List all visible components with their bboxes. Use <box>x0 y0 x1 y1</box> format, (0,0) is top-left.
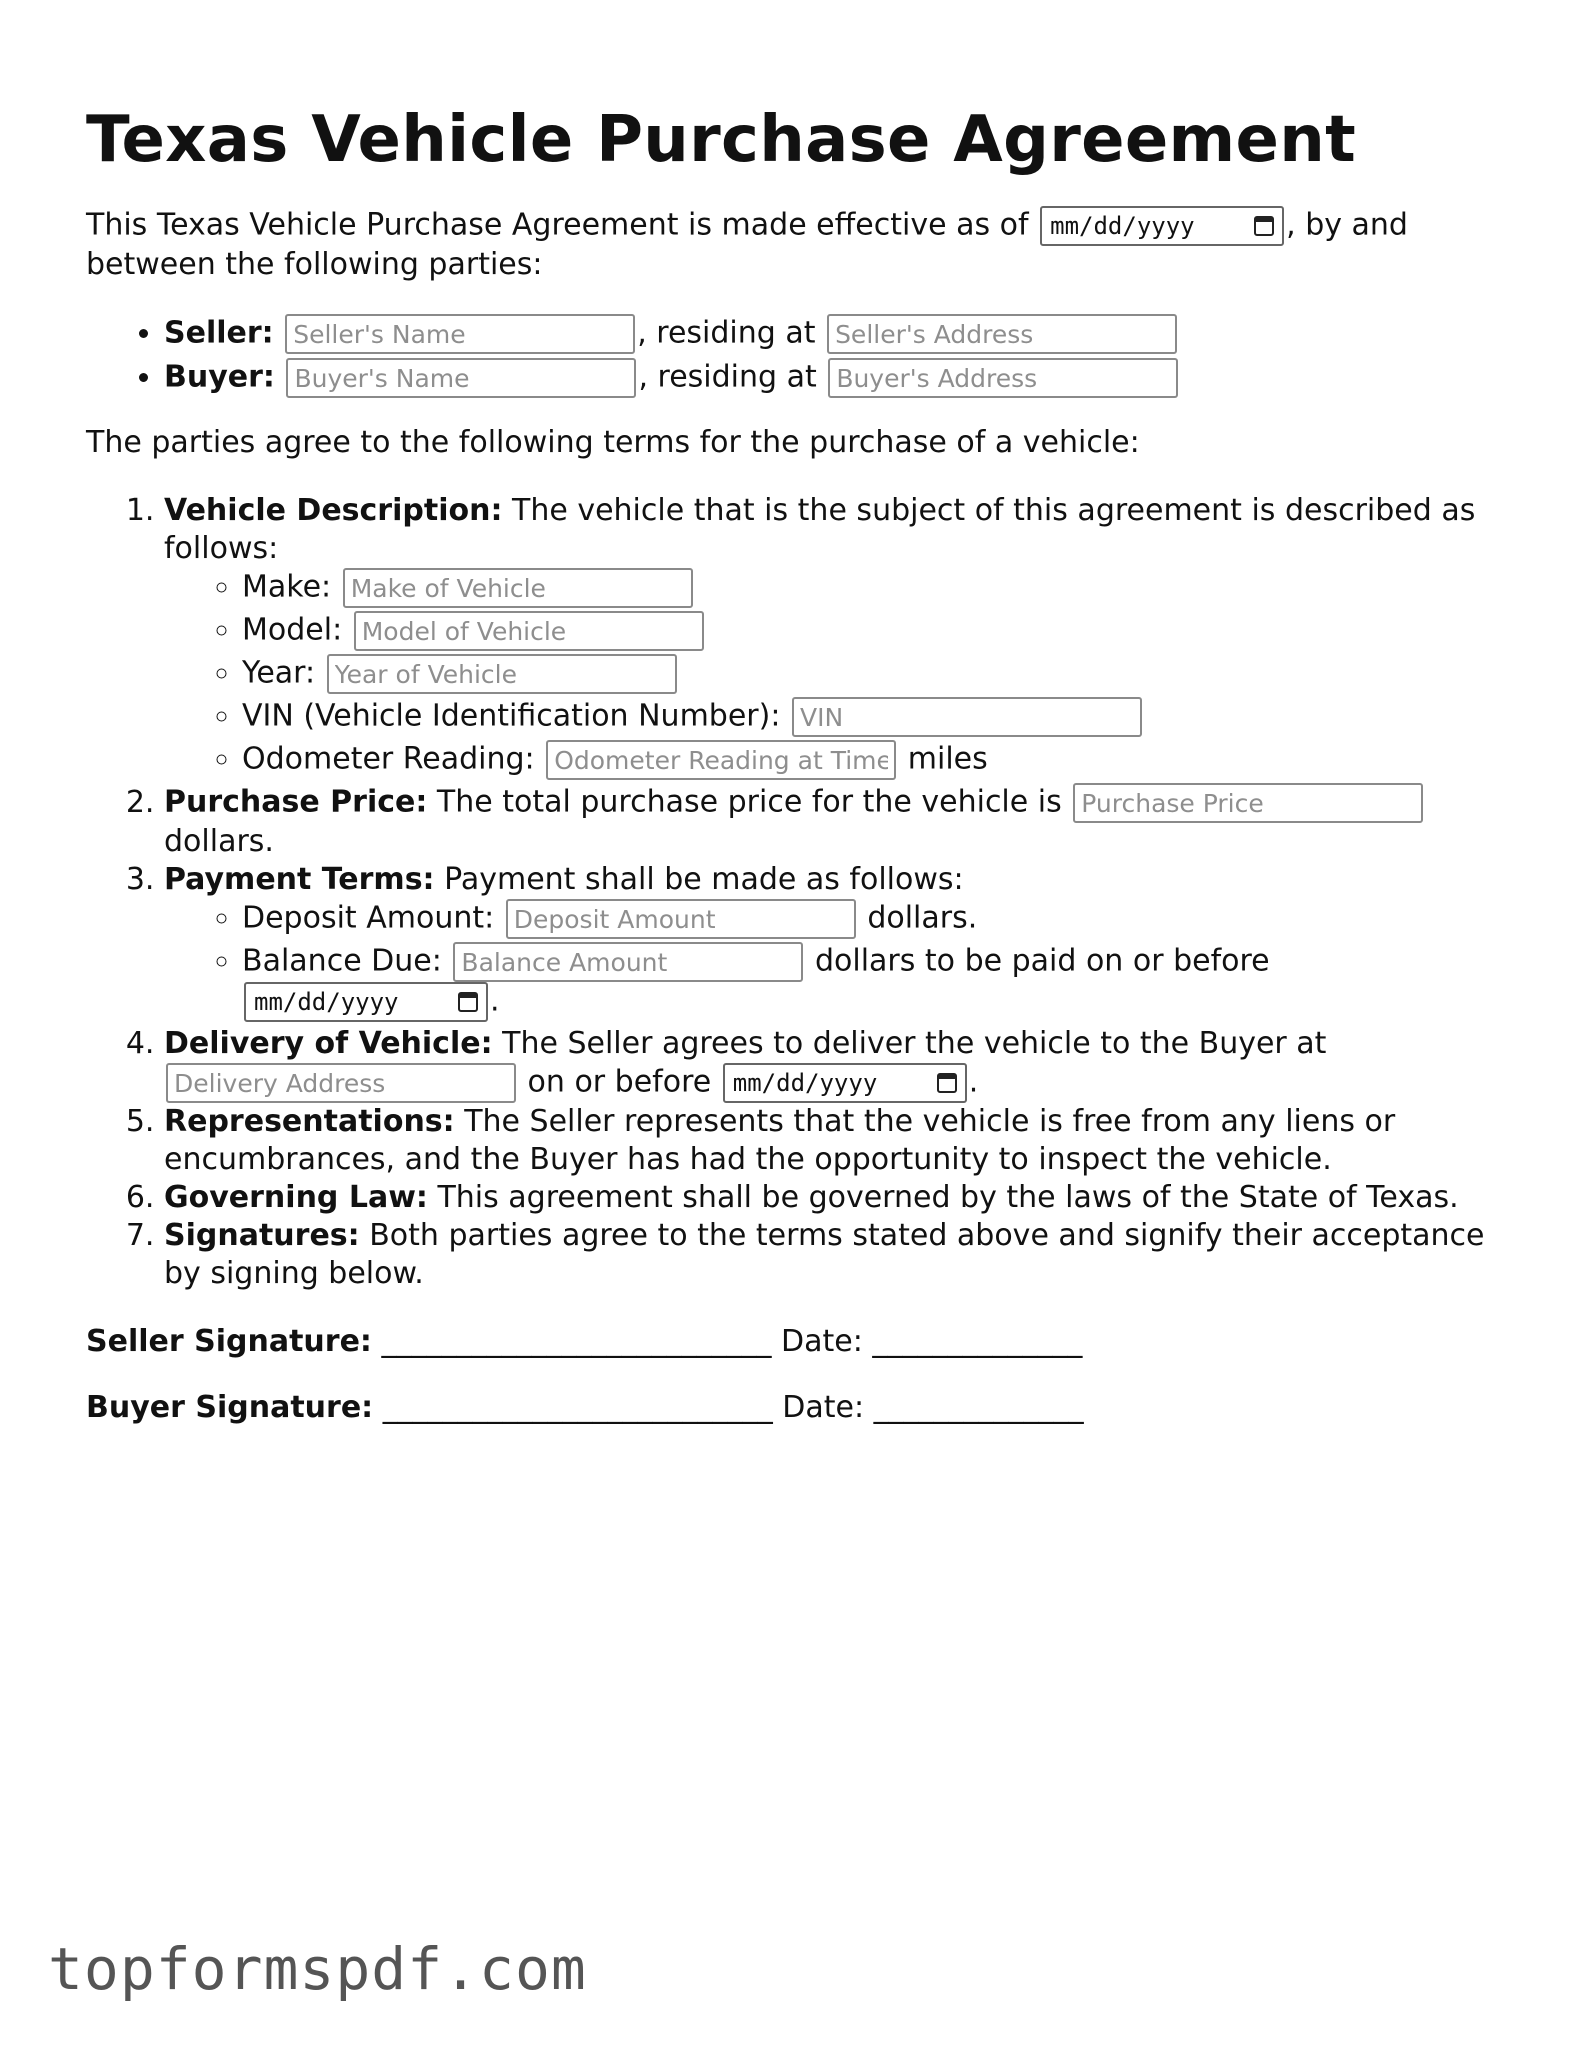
odometer-input[interactable] <box>546 740 896 780</box>
year-label: Year: <box>242 655 316 691</box>
calendar-icon[interactable] <box>1254 216 1274 236</box>
delivery-date-placeholder: mm/dd/yyyy <box>732 1069 878 1097</box>
vehicle-odometer-item <box>242 740 1526 780</box>
deposit-input[interactable] <box>506 899 856 939</box>
vin-input[interactable] <box>792 697 1142 737</box>
buyer-signature-line <box>86 1389 1526 1427</box>
intro-paragraph <box>86 206 1526 284</box>
representations-text: The Seller represents that the vehicle is free from any liens or encumbrances, and the Buyer has had the opportunity to inspect the vehicle. <box>164 1104 1396 1177</box>
term-payment-terms <box>164 861 1526 1022</box>
balance-period: . <box>490 983 500 1019</box>
seller-date-blank: ______________ <box>872 1324 1083 1359</box>
seller-date-label: Date: <box>781 1324 863 1359</box>
make-input[interactable] <box>343 568 693 608</box>
buyer-name-input[interactable] <box>286 358 636 398</box>
balance-date-field[interactable] <box>244 982 488 1022</box>
delivery-address-input[interactable] <box>166 1063 516 1103</box>
governing-law-label: Governing Law: <box>164 1180 428 1215</box>
seller-signature-line <box>86 1323 1526 1361</box>
watermark: topformspdf.com <box>48 1935 587 2003</box>
balance-input[interactable] <box>453 942 803 982</box>
page-title: Texas Vehicle Purchase Agreement <box>86 103 1356 177</box>
vehicle-vin-item <box>242 697 1526 737</box>
make-label: Make: <box>242 569 332 605</box>
intro-text-after: , by and between the following parties: <box>86 207 1408 282</box>
buyer-date-label: Date: <box>782 1390 865 1425</box>
effective-date-field[interactable] <box>1040 206 1284 246</box>
model-input[interactable] <box>354 611 704 651</box>
term-governing-law <box>164 1179 1526 1217</box>
governing-law-text: This agreement shall be governed by the laws of the State of Texas. <box>427 1180 1459 1215</box>
term-signatures <box>164 1217 1526 1293</box>
party-seller <box>164 314 1526 354</box>
effective-date-placeholder: mm/dd/yyyy <box>1050 212 1195 240</box>
purchase-price-input[interactable] <box>1073 783 1423 823</box>
purchase-price-label: Purchase Price: <box>164 784 428 820</box>
party-buyer <box>164 358 1526 398</box>
balance-date-placeholder: mm/dd/yyyy <box>254 988 399 1016</box>
delivery-date-field[interactable] <box>723 1063 967 1103</box>
model-label: Model: <box>242 612 343 648</box>
seller-name-input[interactable] <box>285 314 635 354</box>
balance-item <box>242 942 1526 1022</box>
delivery-text: The Seller agrees to deliver the vehicle to the Buyer at <box>492 1026 1327 1061</box>
odometer-label: Odometer Reading: <box>242 741 535 777</box>
vehicle-details-list <box>164 568 1526 780</box>
term-representations <box>164 1103 1526 1179</box>
calendar-icon[interactable] <box>458 992 478 1012</box>
representations-label: Representations: <box>164 1104 455 1139</box>
signatures-label: Signatures: <box>164 1218 360 1253</box>
calendar-icon[interactable] <box>937 1073 957 1093</box>
odometer-unit: miles <box>907 741 988 777</box>
term-purchase-price <box>164 783 1526 861</box>
balance-suffix: dollars to be paid on or before <box>814 943 1270 979</box>
buyer-signature-label: Buyer Signature: <box>86 1390 374 1425</box>
payment-terms-text: Payment shall be made as follows: <box>434 862 964 897</box>
payment-terms-label: Payment Terms: <box>164 862 435 897</box>
agreement-page <box>86 100 1526 1455</box>
signatures-text: Both parties agree to the terms stated above and signify their acceptance by signing below. <box>164 1218 1485 1291</box>
delivery-label: Delivery of Vehicle: <box>164 1026 493 1061</box>
buyer-date-blank: ______________ <box>873 1390 1084 1425</box>
seller-address-input[interactable] <box>827 314 1177 354</box>
vehicle-year-item <box>242 654 1526 694</box>
buyer-connector: , residing at <box>638 359 817 395</box>
seller-connector: , residing at <box>637 315 816 351</box>
term-vehicle-description <box>164 492 1526 780</box>
vehicle-make-item <box>242 568 1526 608</box>
buyer-signature-blank: __________________________ <box>382 1390 773 1425</box>
seller-signature-label: Seller Signature: <box>86 1324 372 1359</box>
terms-list <box>86 492 1526 1293</box>
delivery-period: . <box>968 1064 979 1100</box>
purchase-price-suffix: dollars. <box>164 824 274 859</box>
payment-details-list <box>164 899 1526 1022</box>
term-delivery <box>164 1025 1526 1103</box>
vehicle-description-text: The vehicle that is the subject of this agreement is described as follows: <box>164 493 1476 566</box>
deposit-item <box>242 899 1526 939</box>
buyer-address-input[interactable] <box>828 358 1178 398</box>
buyer-label: Buyer: <box>164 359 275 395</box>
terms-intro: The parties agree to the following terms for the purchase of a vehicle: <box>86 425 1140 460</box>
balance-label: Balance Due: <box>242 943 442 979</box>
vin-label: VIN (Vehicle Identification Number): <box>242 698 781 734</box>
deposit-suffix: dollars. <box>867 900 978 936</box>
seller-label: Seller: <box>164 315 274 351</box>
vehicle-description-label: Vehicle Description: <box>164 493 503 528</box>
deposit-label: Deposit Amount: <box>242 900 495 936</box>
intro-text-before: This Texas Vehicle Purchase Agreement is made effective as of <box>86 207 1029 243</box>
seller-signature-blank: __________________________ <box>381 1324 772 1359</box>
parties-list <box>86 314 1526 398</box>
year-input[interactable] <box>327 654 677 694</box>
vehicle-model-item <box>242 611 1526 651</box>
delivery-middle-text: on or before <box>527 1064 712 1100</box>
purchase-price-text: The total purchase price for the vehicle is <box>427 784 1062 820</box>
